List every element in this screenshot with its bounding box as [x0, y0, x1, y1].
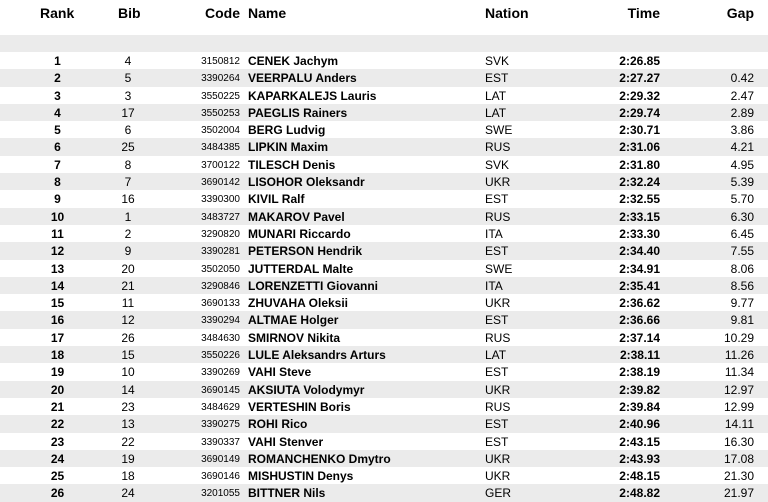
cell-name: ZHUVAHA Oleksii	[248, 296, 349, 311]
cell-bib: 20	[121, 261, 135, 276]
cell-code: 3390337	[201, 436, 240, 448]
cell-name: ALTMAE Holger	[248, 313, 339, 328]
table-row	[0, 173, 768, 190]
cell-code: 3690145	[201, 384, 240, 396]
cell-gap: 12.97	[723, 382, 754, 397]
cell-name: PAEGLIS Rainers	[248, 105, 348, 120]
cell-rank: 22	[50, 417, 65, 432]
cell-bib: 7	[124, 175, 132, 190]
cell-bib: 22	[121, 434, 135, 449]
cell-code: 3150812	[201, 56, 240, 67]
cell-nation: LAT	[485, 348, 507, 363]
cell-code: 3690133	[201, 298, 240, 310]
cell-bib: 21	[121, 278, 135, 293]
table-row	[0, 294, 768, 311]
cell-name: VERTESHIN Boris	[248, 399, 351, 414]
cell-bib: 16	[121, 192, 135, 207]
cell-gap: 5.39	[730, 175, 754, 190]
cell-time: 2:48.15	[619, 469, 660, 484]
cell-name: LIPKIN Maxim	[248, 140, 329, 155]
cell-code: 3550225	[201, 90, 240, 102]
cell-rank: 20	[50, 382, 65, 397]
cell-bib: 26	[121, 330, 135, 345]
cell-gap: 5.70	[730, 192, 754, 207]
cell-nation: EST	[485, 192, 509, 207]
cell-gap: 21.30	[723, 469, 754, 484]
cell-bib: 25	[121, 140, 135, 155]
table-row	[0, 52, 768, 69]
cell-time: 2:30.71	[619, 123, 660, 138]
cell-name: SMIRNOV Nikita	[248, 330, 341, 345]
cell-name: PETERSON Hendrik	[248, 244, 363, 259]
cell-rank: 7	[54, 157, 61, 172]
cell-rank: 12	[50, 244, 65, 259]
header-divider-band	[0, 35, 768, 52]
cell-name: MAKAROV Pavel	[248, 209, 345, 224]
table-row	[0, 346, 768, 363]
cell-bib: 18	[121, 469, 135, 484]
cell-name: BITTNER Nils	[248, 486, 326, 501]
cell-bib: 15	[121, 348, 135, 363]
cell-code: 3700122	[201, 159, 240, 171]
table-row	[0, 156, 768, 173]
cell-bib: 4	[124, 54, 132, 68]
cell-name: JUTTERDAL Malte	[248, 261, 354, 276]
header-name: Name	[248, 5, 287, 21]
cell-bib: 17	[121, 105, 135, 120]
cell-time: 2:38.11	[619, 348, 660, 363]
cell-code: 3390275	[201, 419, 240, 431]
cell-nation: EST	[485, 365, 509, 380]
cell-nation: UKR	[485, 175, 511, 190]
cell-name: LULE Aleksandrs Arturs	[248, 348, 386, 363]
cell-nation: LAT	[485, 88, 507, 103]
cell-code: 3550253	[201, 107, 240, 119]
table-row	[0, 450, 768, 467]
cell-code: 3290846	[201, 280, 240, 292]
cell-bib: 2	[124, 226, 132, 241]
table-row	[0, 433, 768, 450]
cell-gap: 11.34	[724, 365, 754, 380]
cell-code: 3390264	[201, 73, 240, 85]
cell-code: 3390294	[201, 315, 240, 327]
cell-rank: 16	[50, 313, 65, 328]
table-row	[0, 415, 768, 432]
cell-gap: 8.06	[730, 261, 754, 276]
cell-rank: 5	[54, 123, 61, 138]
cell-gap: 6.45	[730, 226, 754, 241]
cell-time: 2:31.06	[619, 140, 660, 155]
cell-code: 3483727	[201, 211, 240, 223]
cell-rank: 11	[51, 226, 64, 241]
cell-code: 3484385	[201, 142, 240, 154]
table-row	[0, 398, 768, 415]
table-row	[0, 381, 768, 398]
cell-gap: 12.99	[723, 399, 754, 414]
cell-gap: 14.11	[724, 417, 754, 432]
cell-code: 3690149	[201, 453, 240, 465]
cell-time: 2:37.14	[619, 330, 660, 345]
cell-rank: 21	[50, 399, 65, 414]
cell-name: AKSIUTA Volodymyr	[248, 382, 365, 397]
cell-gap: 16.30	[723, 434, 754, 449]
header-time: Time	[627, 5, 660, 21]
cell-rank: 25	[50, 469, 65, 484]
cell-rank: 1	[54, 54, 61, 68]
cell-nation: EST	[485, 313, 509, 328]
cell-gap: 4.21	[730, 140, 754, 155]
cell-name: VEERPALU Anders	[248, 71, 357, 86]
cell-bib: 3	[124, 88, 132, 103]
table-row	[0, 121, 768, 138]
cell-time: 2:33.30	[619, 226, 660, 241]
cell-time: 2:29.32	[619, 88, 660, 103]
table-row	[0, 277, 768, 294]
cell-time: 2:26.85	[619, 54, 660, 68]
cell-gap: 17.08	[723, 451, 754, 466]
cell-gap: 0.42	[730, 71, 754, 86]
cell-nation: RUS	[485, 330, 511, 345]
cell-nation: SVK	[485, 54, 510, 68]
cell-name: ROMANCHENKO Dmytro	[248, 451, 391, 466]
cell-nation: EST	[485, 417, 509, 432]
cell-nation: GER	[485, 486, 512, 501]
table-row	[0, 104, 768, 121]
cell-code: 3390269	[201, 367, 240, 379]
cell-nation: RUS	[485, 209, 511, 224]
cell-bib: 5	[124, 71, 132, 86]
cell-bib: 23	[121, 399, 135, 414]
cell-rank: 2	[54, 71, 61, 86]
cell-nation: RUS	[485, 399, 511, 414]
cell-rank: 13	[50, 261, 65, 276]
table-row	[0, 311, 768, 328]
cell-code: 3484630	[201, 332, 240, 344]
cell-gap: 9.77	[730, 296, 754, 311]
table-row	[0, 138, 768, 155]
table-row	[0, 225, 768, 242]
cell-nation: ITA	[485, 226, 503, 241]
cell-time: 2:36.66	[619, 313, 660, 328]
cell-bib: 13	[121, 417, 135, 432]
table-row	[0, 69, 768, 86]
cell-rank: 10	[50, 209, 65, 224]
cell-code: 3484629	[201, 401, 240, 413]
cell-bib: 12	[121, 313, 135, 328]
cell-bib: 9	[124, 244, 132, 259]
cell-rank: 4	[54, 105, 61, 120]
cell-nation: EST	[485, 244, 509, 259]
cell-name: KAPARKALEJS Lauris	[248, 88, 377, 103]
cell-rank: 26	[50, 486, 65, 501]
header-code: Code	[205, 5, 240, 21]
cell-time: 2:43.93	[619, 451, 660, 466]
cell-time: 2:40.96	[619, 417, 660, 432]
cell-code: 3390300	[201, 194, 240, 206]
cell-time: 2:34.91	[619, 261, 660, 276]
cell-time: 2:27.27	[619, 71, 660, 86]
cell-name: ROHI Rico	[248, 417, 308, 432]
cell-name: VAHI Stenver	[248, 434, 324, 449]
table-row	[0, 363, 768, 380]
cell-name: LORENZETTI Giovanni	[248, 278, 379, 293]
cell-nation: LAT	[485, 105, 507, 120]
header-bib: Bib	[118, 5, 141, 21]
cell-time: 2:38.19	[619, 365, 660, 380]
cell-gap: 3.86	[730, 123, 754, 138]
cell-gap: 2.47	[730, 88, 754, 103]
cell-name: TILESCH Denis	[248, 157, 336, 172]
table-row	[0, 484, 768, 501]
cell-gap: 9.81	[730, 313, 754, 328]
cell-rank: 3	[54, 88, 61, 103]
cell-name: MUNARI Riccardo	[248, 226, 351, 241]
cell-code: 3290820	[201, 228, 240, 240]
cell-rank: 23	[50, 434, 65, 449]
cell-rank: 15	[50, 296, 65, 311]
cell-name: BERG Ludvig	[248, 123, 326, 138]
cell-nation: UKR	[485, 469, 511, 484]
results-table	[0, 35, 768, 502]
cell-rank: 19	[50, 365, 65, 380]
table-row	[0, 208, 768, 225]
table-row	[0, 260, 768, 277]
table-row	[0, 242, 768, 259]
cell-time: 2:48.82	[619, 486, 660, 501]
cell-gap: 8.56	[730, 278, 754, 293]
cell-code: 3502050	[201, 263, 240, 275]
cell-code: 3550226	[201, 350, 240, 362]
cell-gap: 2.89	[730, 105, 754, 120]
cell-nation: SVK	[485, 157, 510, 172]
cell-code: 3690142	[201, 177, 240, 189]
cell-bib: 1	[124, 209, 132, 224]
table-row	[0, 329, 768, 346]
cell-gap: 7.55	[730, 244, 754, 259]
header-nation: Nation	[485, 5, 529, 21]
cell-rank: 8	[54, 175, 61, 190]
cell-gap: 21.97	[723, 486, 754, 501]
cell-nation: RUS	[485, 140, 511, 155]
cell-time: 2:29.74	[619, 105, 660, 120]
table-row	[0, 87, 768, 104]
cell-code: 3690146	[201, 471, 240, 483]
cell-rank: 24	[50, 451, 65, 466]
header-rank: Rank	[40, 5, 75, 21]
cell-nation: SWE	[485, 261, 513, 276]
cell-bib: 11	[121, 296, 135, 311]
cell-gap: 4.95	[730, 157, 754, 172]
cell-time: 2:39.82	[619, 382, 660, 397]
cell-rank: 18	[50, 348, 65, 363]
cell-time: 2:32.55	[619, 192, 660, 207]
cell-time: 2:33.15	[619, 209, 660, 224]
cell-nation: UKR	[485, 382, 511, 397]
cell-bib: 6	[124, 123, 132, 138]
cell-time: 2:31.80	[619, 157, 660, 172]
cell-name: CENEK Jachym	[248, 54, 339, 68]
cell-gap: 6.30	[730, 209, 754, 224]
cell-code: 3201055	[201, 488, 240, 500]
cell-code: 3390281	[201, 246, 240, 258]
cell-bib: 14	[121, 382, 135, 397]
cell-nation: UKR	[485, 296, 511, 311]
cell-bib: 8	[124, 157, 132, 172]
cell-rank: 9	[54, 192, 61, 207]
cell-rank: 6	[54, 140, 61, 155]
cell-time: 2:36.62	[619, 296, 660, 311]
cell-nation: UKR	[485, 451, 511, 466]
cell-nation: ITA	[485, 278, 503, 293]
cell-time: 2:39.84	[619, 399, 660, 414]
cell-name: MISHUSTIN Denys	[248, 469, 354, 484]
table-row	[0, 190, 768, 207]
cell-bib: 10	[121, 365, 135, 380]
cell-nation: SWE	[485, 123, 513, 138]
cell-gap: 10.29	[723, 330, 754, 345]
cell-time: 2:43.15	[619, 434, 660, 449]
cell-nation: EST	[485, 71, 509, 86]
table-header	[0, 0, 768, 26]
cell-bib: 24	[121, 486, 135, 501]
cell-name: LISOHOR Oleksandr	[248, 175, 365, 190]
cell-time: 2:35.41	[619, 278, 660, 293]
cell-bib: 19	[121, 451, 135, 466]
cell-name: VAHI Steve	[248, 365, 312, 380]
cell-code: 3502004	[201, 125, 240, 137]
header-gap: Gap	[726, 5, 754, 21]
cell-time: 2:32.24	[619, 175, 660, 190]
table-row	[0, 467, 768, 484]
cell-name: KIVIL Ralf	[248, 192, 305, 207]
cell-gap: 11.26	[724, 348, 754, 363]
cell-nation: EST	[485, 434, 509, 449]
cell-rank: 17	[50, 330, 65, 345]
cell-rank: 14	[50, 278, 65, 293]
cell-time: 2:34.40	[619, 244, 660, 259]
